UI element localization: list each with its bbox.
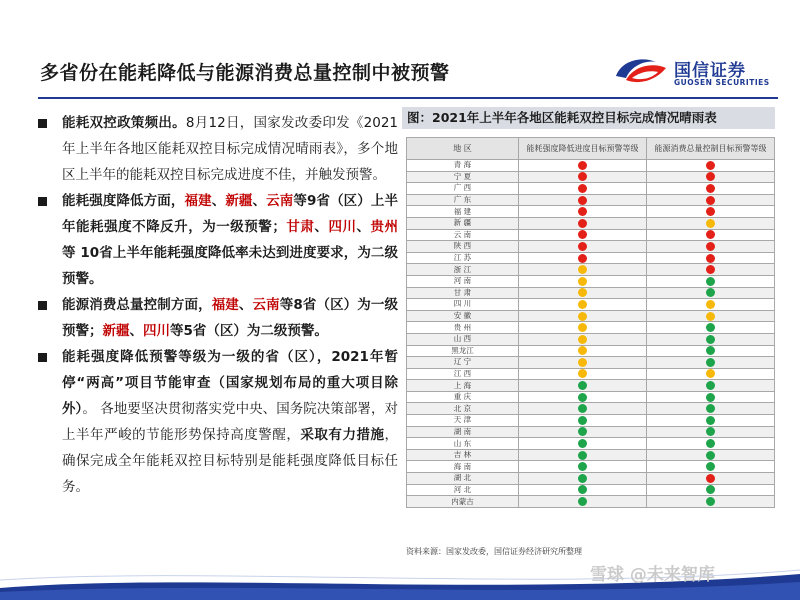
- total-level-cell: [647, 496, 775, 508]
- green-status-dot-icon: [706, 381, 715, 390]
- total-level-cell: [647, 473, 775, 485]
- intensity-level-cell: [519, 206, 647, 218]
- table-row: [407, 345, 775, 357]
- table-row: [407, 333, 775, 345]
- green-status-dot-icon: [706, 404, 715, 413]
- bullet-square-icon: [38, 301, 47, 310]
- total-level-cell: [647, 310, 775, 322]
- green-status-dot-icon: [706, 346, 715, 355]
- intensity-level-cell: [519, 461, 647, 473]
- logo-text-cn: 国信证券: [674, 61, 746, 81]
- bullet-text-run: 甘肃: [285, 219, 315, 235]
- green-status-dot-icon: [706, 485, 715, 494]
- intensity-level-cell: [519, 484, 647, 496]
- intensity-level-cell: [519, 287, 647, 299]
- total-level-cell: [647, 183, 775, 195]
- bullet-text-run: 能耗双控政策频出。: [62, 115, 186, 131]
- bullet-list: [36, 110, 398, 500]
- region-cell: 黑龙江: [407, 345, 519, 357]
- intensity-level-cell: [519, 438, 647, 450]
- bullet-square-icon: [38, 353, 47, 362]
- bullet-text-run: 、: [129, 323, 143, 339]
- region-cell: 山 东: [407, 438, 519, 450]
- region-cell: 河 北: [407, 484, 519, 496]
- table-row: [407, 461, 775, 473]
- bullet-text-run: 等8省（区）为一级预警；: [62, 297, 399, 339]
- table-header-row: [407, 138, 775, 160]
- yellow-status-dot-icon: [706, 312, 715, 321]
- table-row: [407, 287, 775, 299]
- table-row: [407, 322, 775, 334]
- green-status-dot-icon: [706, 451, 715, 460]
- green-status-dot-icon: [578, 416, 587, 425]
- total-level-cell: [647, 403, 775, 415]
- green-status-dot-icon: [578, 451, 587, 460]
- intensity-level-cell: [519, 426, 647, 438]
- region-cell: 福 建: [407, 206, 519, 218]
- total-level-cell: [647, 287, 775, 299]
- bullet-text-run: 福建: [184, 193, 212, 209]
- table-row: [407, 380, 775, 392]
- bullet-text-run: 8月12日，国家发改委印发《2021年上半年各地区能耗双控目标完成情况晴雨表》，多个地区上半年的能耗双控目标完成进度不佳，并触发预警。: [62, 115, 399, 183]
- red-status-dot-icon: [578, 172, 587, 181]
- intensity-level-cell: [519, 310, 647, 322]
- bullet-text-run: 贵州: [370, 219, 399, 235]
- intensity-level-cell: [519, 299, 647, 311]
- bullet-text-run: 云南: [252, 297, 280, 313]
- green-status-dot-icon: [706, 497, 715, 506]
- intensity-level-cell: [519, 496, 647, 508]
- table-row: [407, 449, 775, 461]
- red-status-dot-icon: [706, 242, 715, 251]
- yellow-status-dot-icon: [578, 369, 587, 378]
- table-row: [407, 403, 775, 415]
- table-row: [407, 252, 775, 264]
- green-status-dot-icon: [578, 474, 587, 483]
- red-status-dot-icon: [578, 230, 587, 239]
- company-logo: [612, 52, 782, 92]
- bullet-text-run: 新疆: [225, 193, 253, 209]
- red-status-dot-icon: [706, 254, 715, 263]
- red-status-dot-icon: [578, 219, 587, 228]
- total-level-cell: [647, 171, 775, 183]
- region-cell: 天 津: [407, 415, 519, 427]
- region-cell: 浙 江: [407, 264, 519, 276]
- red-status-dot-icon: [578, 161, 587, 170]
- green-status-dot-icon: [706, 393, 715, 402]
- table-row: [407, 171, 775, 183]
- bullet-text-run: 四川: [143, 323, 170, 339]
- region-cell: 山 西: [407, 333, 519, 345]
- total-level-cell: [647, 415, 775, 427]
- warning-table: [406, 137, 775, 508]
- bullet-text-run: 采取有力措施: [300, 427, 385, 443]
- red-status-dot-icon: [578, 254, 587, 263]
- intensity-level-cell: [519, 275, 647, 287]
- region-cell: 云 南: [407, 229, 519, 241]
- total-level-cell: [647, 484, 775, 496]
- bullet-text-run: 、: [238, 297, 253, 313]
- intensity-level-cell: [519, 217, 647, 229]
- total-level-cell: [647, 357, 775, 369]
- region-cell: 上 海: [407, 380, 519, 392]
- table-row: [407, 194, 775, 206]
- bullet-text-run: 四川: [328, 219, 357, 235]
- green-status-dot-icon: [578, 497, 587, 506]
- bullet-text-run: 福建: [211, 297, 239, 313]
- total-level-cell: [647, 206, 775, 218]
- red-status-dot-icon: [706, 230, 715, 239]
- watermark: 雪球 @未来智库: [590, 565, 715, 585]
- bullet-text-run: 能源消费总量控制方面，: [62, 297, 212, 313]
- table-row: [407, 415, 775, 427]
- table-row: [407, 473, 775, 485]
- bullet-text-run: 。 各地要坚决贯彻落实党中央、国务院决策部署，对上半年严峻的节能形势保持高度警醒，: [62, 401, 398, 443]
- green-status-dot-icon: [706, 462, 715, 471]
- total-level-cell: [647, 229, 775, 241]
- bullet-text-run: 等9省（区）上半年能耗强度不降反升，为一级预警；: [62, 193, 399, 235]
- yellow-status-dot-icon: [578, 358, 587, 367]
- yellow-status-dot-icon: [578, 300, 587, 309]
- intensity-level-cell: [519, 194, 647, 206]
- region-cell: 陕 西: [407, 241, 519, 253]
- region-cell: 内蒙古: [407, 496, 519, 508]
- table-row: [407, 229, 775, 241]
- yellow-status-dot-icon: [706, 219, 715, 228]
- green-status-dot-icon: [706, 358, 715, 367]
- table-row: [407, 357, 775, 369]
- intensity-level-cell: [519, 345, 647, 357]
- bullet-text-run: 等 10省上半年能耗强度降低率未达到进度要求，为二级预警。: [62, 245, 398, 287]
- bullet-text-run: ，确保完成全年能耗双控目标特别是能耗强度降低目标任务。: [62, 427, 399, 495]
- table-row: [407, 391, 775, 403]
- source-note: 资料来源：国家发改委，国信证券经济研究所整理: [406, 547, 582, 556]
- intensity-level-cell: [519, 160, 647, 172]
- bullet-paragraph: [36, 292, 398, 344]
- total-level-cell: [647, 264, 775, 276]
- green-status-dot-icon: [578, 404, 587, 413]
- chart-panel: [402, 107, 775, 553]
- logo-emblem-icon: [612, 56, 670, 88]
- region-cell: 河 南: [407, 275, 519, 287]
- total-level-cell: [647, 345, 775, 357]
- total-level-cell: [647, 333, 775, 345]
- green-status-dot-icon: [706, 277, 715, 286]
- yellow-status-dot-icon: [578, 346, 587, 355]
- red-status-dot-icon: [578, 196, 587, 205]
- yellow-status-dot-icon: [578, 288, 587, 297]
- table-row: [407, 299, 775, 311]
- intensity-level-cell: [519, 415, 647, 427]
- red-status-dot-icon: [706, 172, 715, 181]
- bullet-text-run: 新疆: [102, 323, 130, 339]
- green-status-dot-icon: [578, 381, 587, 390]
- yellow-status-dot-icon: [578, 277, 587, 286]
- total-level-cell: [647, 368, 775, 380]
- intensity-level-cell: [519, 183, 647, 195]
- region-cell: 新 疆: [407, 217, 519, 229]
- table-row: [407, 264, 775, 276]
- bullet-paragraph: [36, 188, 398, 292]
- intensity-level-cell: [519, 449, 647, 461]
- table-row: [407, 206, 775, 218]
- total-level-cell: [647, 449, 775, 461]
- total-level-cell: [647, 299, 775, 311]
- region-cell: 贵 州: [407, 322, 519, 334]
- region-cell: 重 庆: [407, 391, 519, 403]
- bullet-paragraph: [36, 344, 398, 500]
- region-cell: 宁 夏: [407, 171, 519, 183]
- intensity-level-cell: [519, 252, 647, 264]
- region-cell: 甘 肃: [407, 287, 519, 299]
- yellow-status-dot-icon: [578, 323, 587, 332]
- bullet-text-run: 、: [356, 219, 371, 235]
- intensity-level-cell: [519, 264, 647, 276]
- red-status-dot-icon: [706, 161, 715, 170]
- table-row: [407, 496, 775, 508]
- total-level-cell: [647, 241, 775, 253]
- total-level-cell: [647, 160, 775, 172]
- red-status-dot-icon: [578, 207, 587, 216]
- yellow-status-dot-icon: [706, 369, 715, 378]
- table-row: [407, 368, 775, 380]
- total-level-cell: [647, 252, 775, 264]
- bullet-text-run: 、: [314, 219, 329, 235]
- intensity-level-cell: [519, 322, 647, 334]
- intensity-level-cell: [519, 241, 647, 253]
- bullet-text-run: 、: [252, 193, 267, 209]
- bullet-square-icon: [38, 119, 47, 128]
- table-row: [407, 217, 775, 229]
- bullet-text-run: 能耗强度降低方面，: [62, 193, 185, 209]
- region-cell: 江 西: [407, 368, 519, 380]
- intensity-level-cell: [519, 391, 647, 403]
- red-status-dot-icon: [706, 265, 715, 274]
- yellow-status-dot-icon: [578, 335, 587, 344]
- table-row: [407, 241, 775, 253]
- page-title: 多省份在能耗降低与能源消费总量控制中被预警: [40, 62, 450, 84]
- region-cell: 江 苏: [407, 252, 519, 264]
- bullet-paragraph: [36, 110, 398, 188]
- green-status-dot-icon: [578, 439, 587, 448]
- intensity-level-cell: [519, 368, 647, 380]
- red-status-dot-icon: [706, 184, 715, 193]
- total-level-cell: [647, 322, 775, 334]
- intensity-level-cell: [519, 229, 647, 241]
- intensity-level-cell: [519, 333, 647, 345]
- intensity-level-cell: [519, 403, 647, 415]
- total-level-cell: [647, 217, 775, 229]
- intensity-level-cell: [519, 473, 647, 485]
- intensity-level-cell: [519, 380, 647, 392]
- total-level-cell: [647, 438, 775, 450]
- total-level-cell: [647, 426, 775, 438]
- header-region: 地 区: [407, 138, 519, 160]
- table-row: [407, 160, 775, 172]
- total-level-cell: [647, 380, 775, 392]
- table-row: [407, 484, 775, 496]
- intensity-level-cell: [519, 357, 647, 369]
- table-row: [407, 426, 775, 438]
- title-divider: [38, 97, 778, 99]
- red-status-dot-icon: [578, 184, 587, 193]
- intensity-level-cell: [519, 171, 647, 183]
- yellow-status-dot-icon: [706, 300, 715, 309]
- green-status-dot-icon: [706, 335, 715, 344]
- region-cell: 安 徽: [407, 310, 519, 322]
- red-status-dot-icon: [706, 207, 715, 216]
- total-level-cell: [647, 194, 775, 206]
- table-row: [407, 310, 775, 322]
- total-level-cell: [647, 461, 775, 473]
- green-status-dot-icon: [706, 439, 715, 448]
- green-status-dot-icon: [706, 416, 715, 425]
- green-status-dot-icon: [706, 427, 715, 436]
- region-cell: 北 京: [407, 403, 519, 415]
- region-cell: 吉 林: [407, 449, 519, 461]
- bullet-text-run: 云南: [266, 193, 294, 209]
- bullet-square-icon: [38, 197, 47, 206]
- region-cell: 湖 北: [407, 473, 519, 485]
- yellow-status-dot-icon: [578, 312, 587, 321]
- red-status-dot-icon: [706, 474, 715, 483]
- region-cell: 海 南: [407, 461, 519, 473]
- region-cell: 广 东: [407, 194, 519, 206]
- bullet-text-run: 、: [211, 193, 226, 209]
- header-total: 能源消费总量控制目标预警等级: [647, 138, 775, 160]
- region-cell: 青 海: [407, 160, 519, 172]
- total-level-cell: [647, 391, 775, 403]
- red-status-dot-icon: [706, 196, 715, 205]
- red-status-dot-icon: [578, 242, 587, 251]
- bullet-text-run: 能耗强度降低预警等级为一级的省（区），2021年暂停“两高”项目节能审查（国家规划布局的重大项目除外）: [62, 349, 398, 417]
- region-cell: 广 西: [407, 183, 519, 195]
- green-status-dot-icon: [578, 393, 587, 402]
- green-status-dot-icon: [578, 485, 587, 494]
- region-cell: 辽 宁: [407, 357, 519, 369]
- logo-text-en: GUOSEN SECURITIES: [674, 78, 770, 87]
- green-status-dot-icon: [706, 323, 715, 332]
- table-row: [407, 275, 775, 287]
- header-intensity: 能耗强度降低进度目标预警等级: [519, 138, 647, 160]
- green-status-dot-icon: [706, 288, 715, 297]
- region-cell: 湖 南: [407, 426, 519, 438]
- table-row: [407, 183, 775, 195]
- panel-title: 图：2021年上半年各地区能耗双控目标完成情况晴雨表: [402, 107, 775, 129]
- table-row: [407, 438, 775, 450]
- green-status-dot-icon: [578, 462, 587, 471]
- yellow-status-dot-icon: [578, 265, 587, 274]
- total-level-cell: [647, 275, 775, 287]
- green-status-dot-icon: [578, 427, 587, 436]
- region-cell: 四 川: [407, 299, 519, 311]
- bullet-text-run: 等5省（区）为二级预警。: [170, 323, 328, 339]
